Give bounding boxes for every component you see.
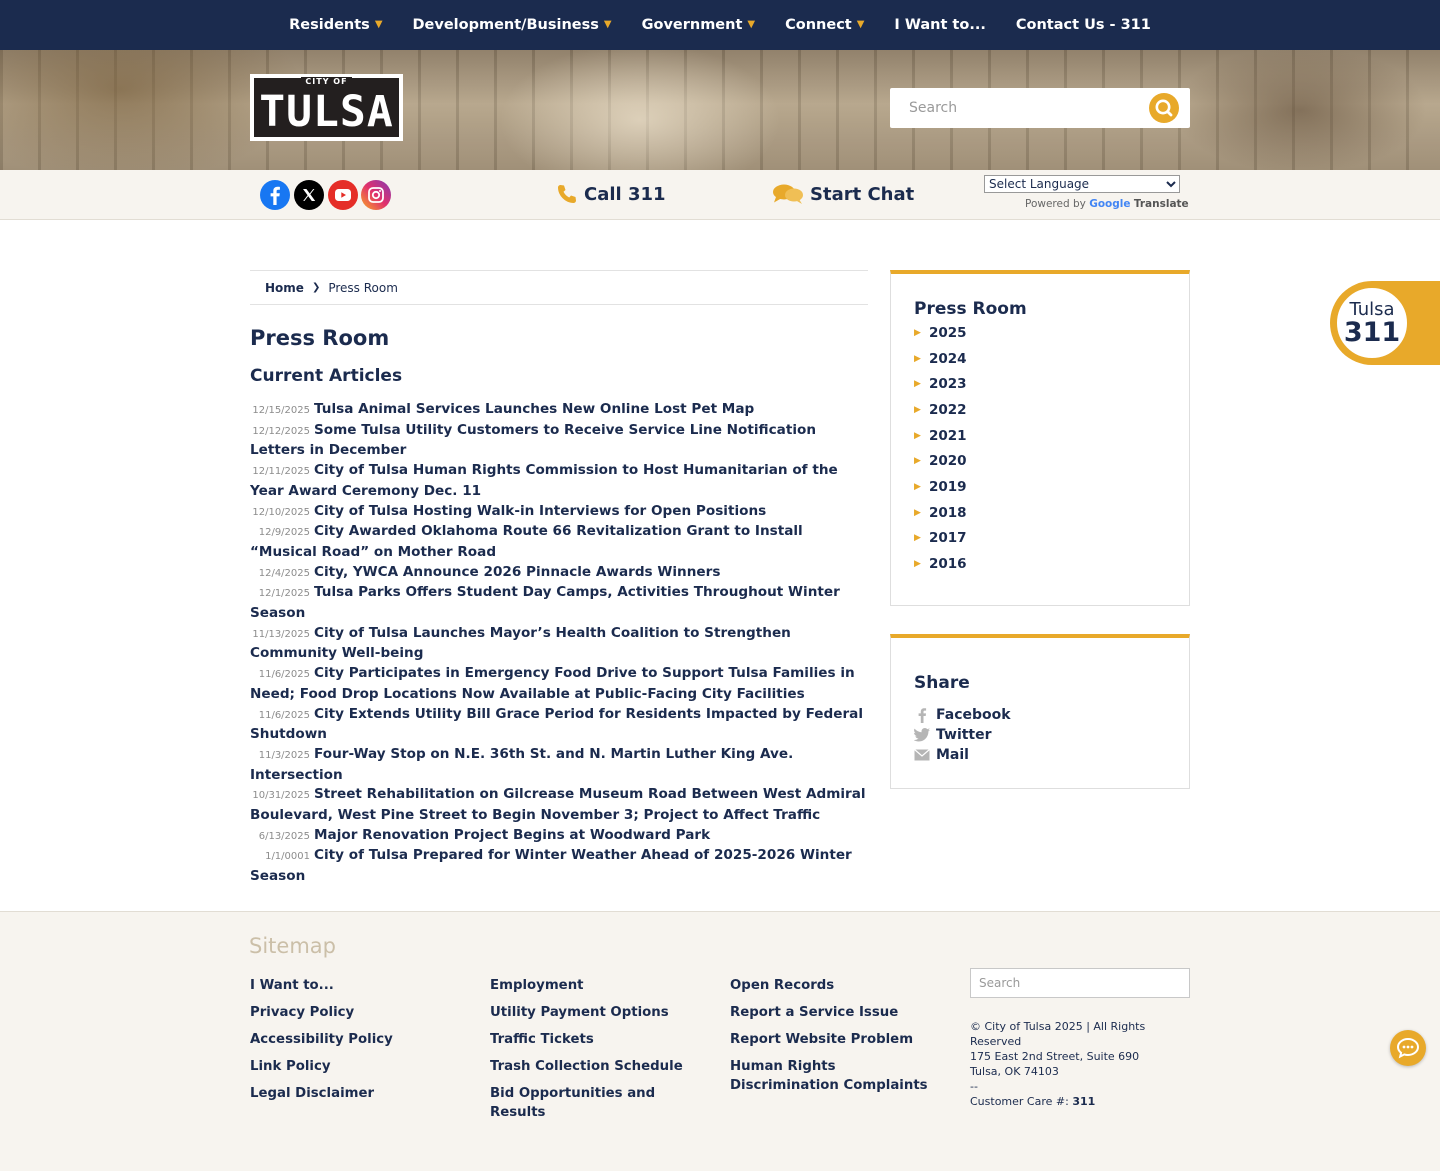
breadcrumb [250,270,868,305]
article-item [250,583,870,623]
page-title: Press Room [250,326,390,350]
mail-icon [914,749,930,761]
footer-column-3 [730,976,945,1103]
share-panel [890,634,1190,789]
hero-banner [0,50,1440,170]
article-date: 11/13/2025 [252,628,310,640]
article-item [250,826,870,847]
share-label: Twitter [936,727,992,743]
article-link[interactable]: City of Tulsa Launches Mayor’s Health Coalition to Strengthen Community Well-being [250,624,791,662]
instagram-icon[interactable] [361,180,391,210]
chevron-down-icon: ▼ [747,18,756,30]
translate-link[interactable]: Translate [1133,198,1189,210]
footer-link[interactable]: I Want to... [250,978,334,993]
nav-label: I Want to... [894,17,986,33]
year-link[interactable] [914,346,1189,372]
article-link[interactable]: City Extends Utility Bill Grace Period for Residents Impacted by Federal Shutdown [250,705,864,743]
google-translate-credit [1025,198,1189,210]
youtube-icon[interactable] [328,180,358,210]
article-date: 11/6/2025 [258,709,310,721]
article-date: 11/6/2025 [258,669,310,681]
article-date: 12/15/2025 [252,405,310,416]
article-link[interactable]: City of Tulsa Prepared for Winter Weather Ahead of 2025-2026 Winter Season [250,847,852,885]
article-item [250,563,870,584]
press-room-panel-title: Press Room [914,299,1027,319]
share-label: Facebook [936,707,1011,723]
footer-link[interactable]: Employment [490,978,584,993]
article-link[interactable]: City, YWCA Announce 2026 Pinnacle Awards Winners [314,563,721,580]
triangle-right-icon: ▶ [914,430,921,441]
article-link[interactable]: City Participates in Emergency Food Drive to Support Tulsa Families in Need; Food Drop Locations Now Available at Public-Facing City Facilities [250,665,855,702]
nav-item-connect[interactable] [785,17,864,33]
footer-divider-text: -- [970,1080,978,1093]
top-navigation [0,0,1440,50]
footer-link[interactable]: Report a Service Issue [730,1005,899,1020]
triangle-right-icon: ▶ [914,533,921,544]
footer-link[interactable]: Legal Disclaimer [250,1086,375,1101]
utility-bar [0,170,1440,220]
footer-link[interactable]: Open Records [730,978,835,993]
nav-label: Contact Us - 311 [1015,17,1151,33]
article-date: 12/9/2025 [258,527,310,539]
triangle-right-icon: ▶ [914,379,921,390]
nav-label: Connect [785,17,852,33]
article-date: 1/1/0001 [265,851,310,863]
nav-label: Government [641,17,743,33]
nav-label: Development/Business [412,17,599,33]
breadcrumb-home-link[interactable]: Home [265,280,304,295]
nav-item-contact-us[interactable] [1016,17,1151,33]
footer-contact-info [970,1019,1190,1109]
tulsa-311-line2: 311 [1343,316,1401,348]
call-label: Call 311 [584,183,666,205]
article-item [250,522,870,562]
year-link[interactable] [914,474,1189,500]
article-item [250,664,870,704]
article-date: 12/4/2025 [258,567,310,579]
triangle-right-icon: ▶ [914,456,921,467]
customer-care [970,1094,1190,1109]
share-facebook-link[interactable] [914,705,1189,725]
footer-column-1 [250,976,475,1111]
article-date: 12/1/2025 [258,588,310,600]
phone-icon [556,183,578,205]
article-item [250,705,870,745]
article-item [250,785,870,825]
copyright-text: © City of Tulsa 2025 | All Rights Reserved [970,1020,1146,1048]
year-link[interactable] [914,526,1189,552]
twitter-icon [914,728,930,742]
chevron-down-icon: ▼ [856,18,865,30]
footer-link[interactable]: Human Rights Discrimination Complaints [730,1059,928,1093]
customer-care-number[interactable]: 311 [1072,1095,1096,1108]
article-date: 12/12/2025 [252,425,310,437]
year-label: 2023 [929,376,967,393]
footer-link[interactable]: Link Policy [250,1059,331,1074]
chat-bubbles-icon [772,183,804,205]
year-label: 2019 [929,478,967,495]
article-item [250,461,870,501]
x-twitter-icon[interactable] [294,180,324,210]
triangle-right-icon: ▶ [914,353,921,364]
article-link[interactable]: City of Tulsa Hosting Walk-in Interviews for Open Positions [314,502,767,519]
logo-big-text: TULSA [259,86,394,137]
article-link[interactable]: Four-Way Stop on N.E. 36th St. and N. Martin Luther King Ave. Intersection [250,745,794,783]
year-link[interactable] [914,320,1189,346]
article-item [250,502,870,523]
year-label: 2022 [929,401,967,418]
article-link[interactable]: Some Tulsa Utility Customers to Receive Service Line Notification Letters in December [250,421,817,459]
share-mail-link[interactable] [914,745,1189,765]
article-link[interactable]: City of Tulsa Human Rights Commission to Host Humanitarian of the Year Award Ceremony Dec. 11 [250,462,838,499]
nav-item-residents[interactable] [289,17,382,33]
year-label: 2016 [929,556,967,573]
chat-widget-button[interactable] [1390,1030,1426,1066]
year-link[interactable] [914,397,1189,423]
year-label: 2025 [929,324,967,341]
footer-link[interactable]: Accessibility Policy [250,1032,393,1047]
year-link[interactable] [914,551,1189,577]
facebook-icon[interactable] [260,180,290,210]
footer-link[interactable]: Trash Collection Schedule [490,1059,683,1074]
powered-by-text: Powered by [1025,198,1086,210]
city-logo[interactable] [250,74,403,141]
nav-label: Residents [289,17,370,33]
footer-search-input[interactable] [970,968,1190,998]
triangle-right-icon: ▶ [914,327,921,338]
article-link[interactable]: Street Rehabilitation on Gilcrease Museum Road Between West Admiral Boulevard, West Pine Street to Begin November 3; Project to Affect Traffic [250,786,866,824]
language-select[interactable] [984,175,1180,193]
article-item [250,624,870,664]
chat-label: Start Chat [810,183,915,205]
customer-care-label: Customer Care #: [970,1095,1069,1108]
article-date: 10/31/2025 [252,790,310,802]
footer-link[interactable]: Bid Opportunities and Results [490,1086,656,1120]
article-item [250,846,870,886]
year-link[interactable] [914,423,1189,449]
address-line-1: 175 East 2nd Street, Suite 690 [970,1050,1140,1063]
nav-item-government[interactable] [642,17,756,33]
tulsa-311-line1: Tulsa [1349,298,1395,320]
search-icon [1154,98,1174,118]
article-date: 12/11/2025 [252,466,310,478]
article-item [250,421,870,461]
article-date: 6/13/2025 [258,830,310,842]
facebook-icon [914,707,930,723]
year-label: 2020 [929,453,967,470]
footer-link[interactable]: Report Website Problem [730,1032,914,1047]
breadcrumb-current: Press Room [328,280,398,295]
footer [0,911,1440,1171]
year-link[interactable] [914,371,1189,397]
year-label: 2017 [929,530,967,547]
year-label: 2021 [929,427,967,444]
footer-link[interactable]: Utility Payment Options [490,1005,669,1020]
search-button[interactable] [1149,93,1179,123]
footer-link[interactable]: Traffic Tickets [490,1032,594,1047]
chevron-right-icon: ❯ [311,282,321,293]
share-twitter-link[interactable] [914,725,1189,745]
call-311-button[interactable] [556,183,666,205]
year-link[interactable] [914,500,1189,526]
triangle-right-icon: ▶ [914,559,921,570]
address-line-2: Tulsa, OK 74103 [970,1065,1059,1078]
nav-item-development-business[interactable] [413,17,612,33]
year-link[interactable] [914,448,1189,474]
footer-column-2 [490,976,715,1130]
header-search [890,88,1190,128]
start-chat-button[interactable] [772,183,914,205]
triangle-right-icon: ▶ [914,481,921,492]
article-item [250,400,870,421]
section-title: Current Articles [250,366,403,386]
article-link[interactable]: City Awarded Oklahoma Route 66 Revitalization Grant to Install “Musical Road” on Mother Road [250,523,803,560]
sitemap-title: Sitemap [249,934,336,958]
logo-mark [254,78,399,137]
chat-icon [1396,1037,1420,1059]
tulsa-311-badge [1334,285,1410,361]
chevron-down-icon: ▼ [603,18,612,30]
chevron-down-icon: ▼ [374,18,383,30]
press-room-years-panel [890,270,1190,606]
article-date: 12/10/2025 [252,506,310,518]
article-list [250,400,870,887]
article-link[interactable]: Major Renovation Project Begins at Woodward Park [314,826,711,843]
article-link[interactable]: Tulsa Parks Offers Student Day Camps, Activities Throughout Winter Season [250,584,840,622]
article-link[interactable]: Tulsa Animal Services Launches New Online Lost Pet Map [314,401,755,417]
triangle-right-icon: ▶ [914,404,921,415]
nav-item-i-want-to[interactable] [894,17,985,33]
footer-link[interactable]: Privacy Policy [250,1005,355,1020]
google-text: Google [1089,198,1131,210]
search-input[interactable] [890,88,1140,128]
share-label: Mail [936,747,969,763]
tulsa-311-tab[interactable] [1330,281,1440,365]
share-panel-title: Share [914,673,970,693]
triangle-right-icon: ▶ [914,507,921,518]
logo-small-text: CITY OF [301,77,351,86]
article-item [250,745,870,785]
article-date: 11/3/2025 [258,749,310,761]
year-label: 2018 [929,504,967,521]
year-label: 2024 [929,350,967,367]
